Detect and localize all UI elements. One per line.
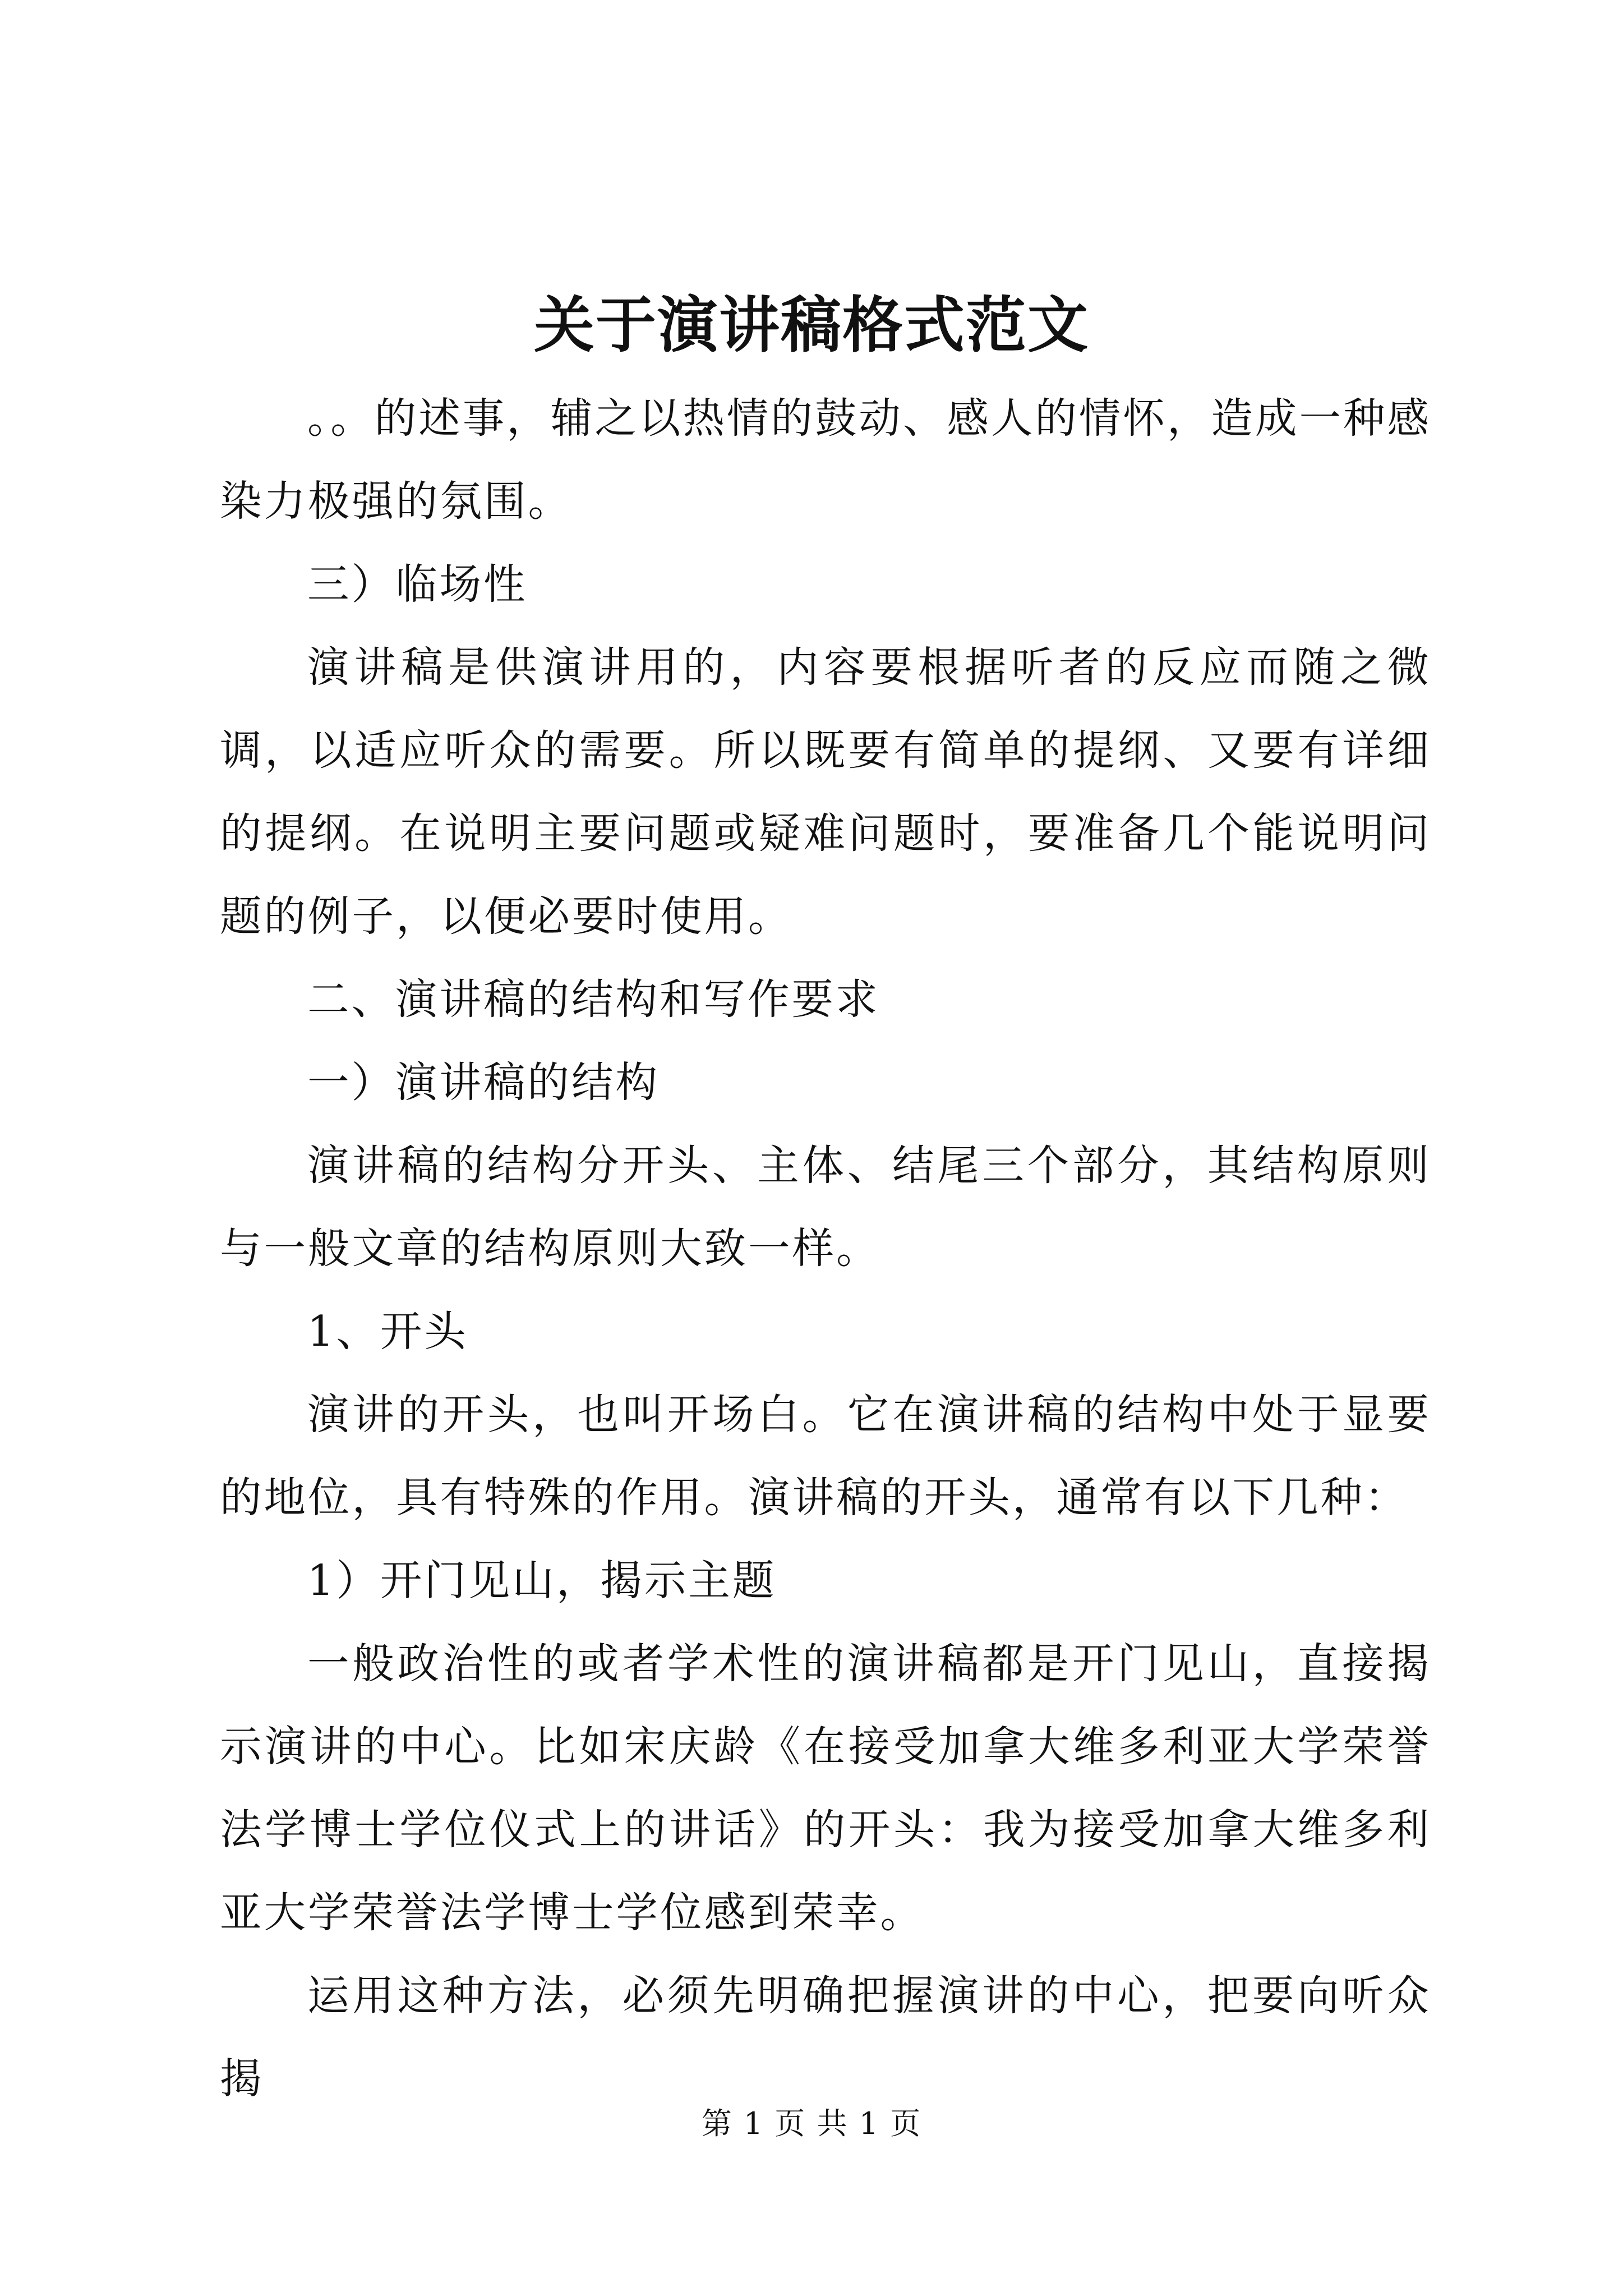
section-heading: 1、开头 bbox=[307, 1307, 468, 1356]
section-heading: 三）临场性 bbox=[307, 560, 528, 609]
document-body bbox=[220, 377, 1431, 2120]
document-title: 关于演讲稿格式范文 bbox=[533, 290, 1089, 361]
section-heading: 一）演讲稿的结构 bbox=[307, 1058, 660, 1107]
paragraph: 运用这种方法，必须先明确把握演讲的中心，把要向听众揭 bbox=[220, 1971, 1431, 2103]
paragraph: 演讲的开头，也叫开场白。它在演讲稿的结构中处于显要的地位，具有特殊的作用。演讲稿的开头，通常有以下几种： bbox=[220, 1390, 1431, 1522]
paragraph: 演讲稿是供演讲用的，内容要根据听者的反应而随之微调，以适应听众的需要。所以既要有简单的提纲、又要有详细的提纲。在说明主要问题或疑难问题时，要准备几个能说明问题的例子，以便必要时使用。 bbox=[220, 643, 1431, 941]
paragraph: 。。的述事，辅之以热情的鼓动、感人的情怀，造成一种感染力极强的氛围。 bbox=[220, 394, 1431, 526]
paragraph: 演讲稿的结构分开头、主体、结尾三个部分，其结构原则与一般文章的结构原则大致一样。 bbox=[220, 1141, 1431, 1273]
section-heading: 1）开门见山，揭示主题 bbox=[307, 1556, 777, 1605]
page-footer: 第 1 页 共 1 页 bbox=[701, 2106, 922, 2141]
section-heading: 二、演讲稿的结构和写作要求 bbox=[307, 975, 880, 1024]
paragraph: 一般政治性的或者学术性的演讲稿都是开门见山，直接揭示演讲的中心。比如宋庆龄《在接受加拿大维多利亚大学荣誉法学博士学位仪式上的讲话》的开头：我为接受加拿大维多利亚大学荣誉法学博士学位感到荣幸。 bbox=[220, 1639, 1431, 1937]
